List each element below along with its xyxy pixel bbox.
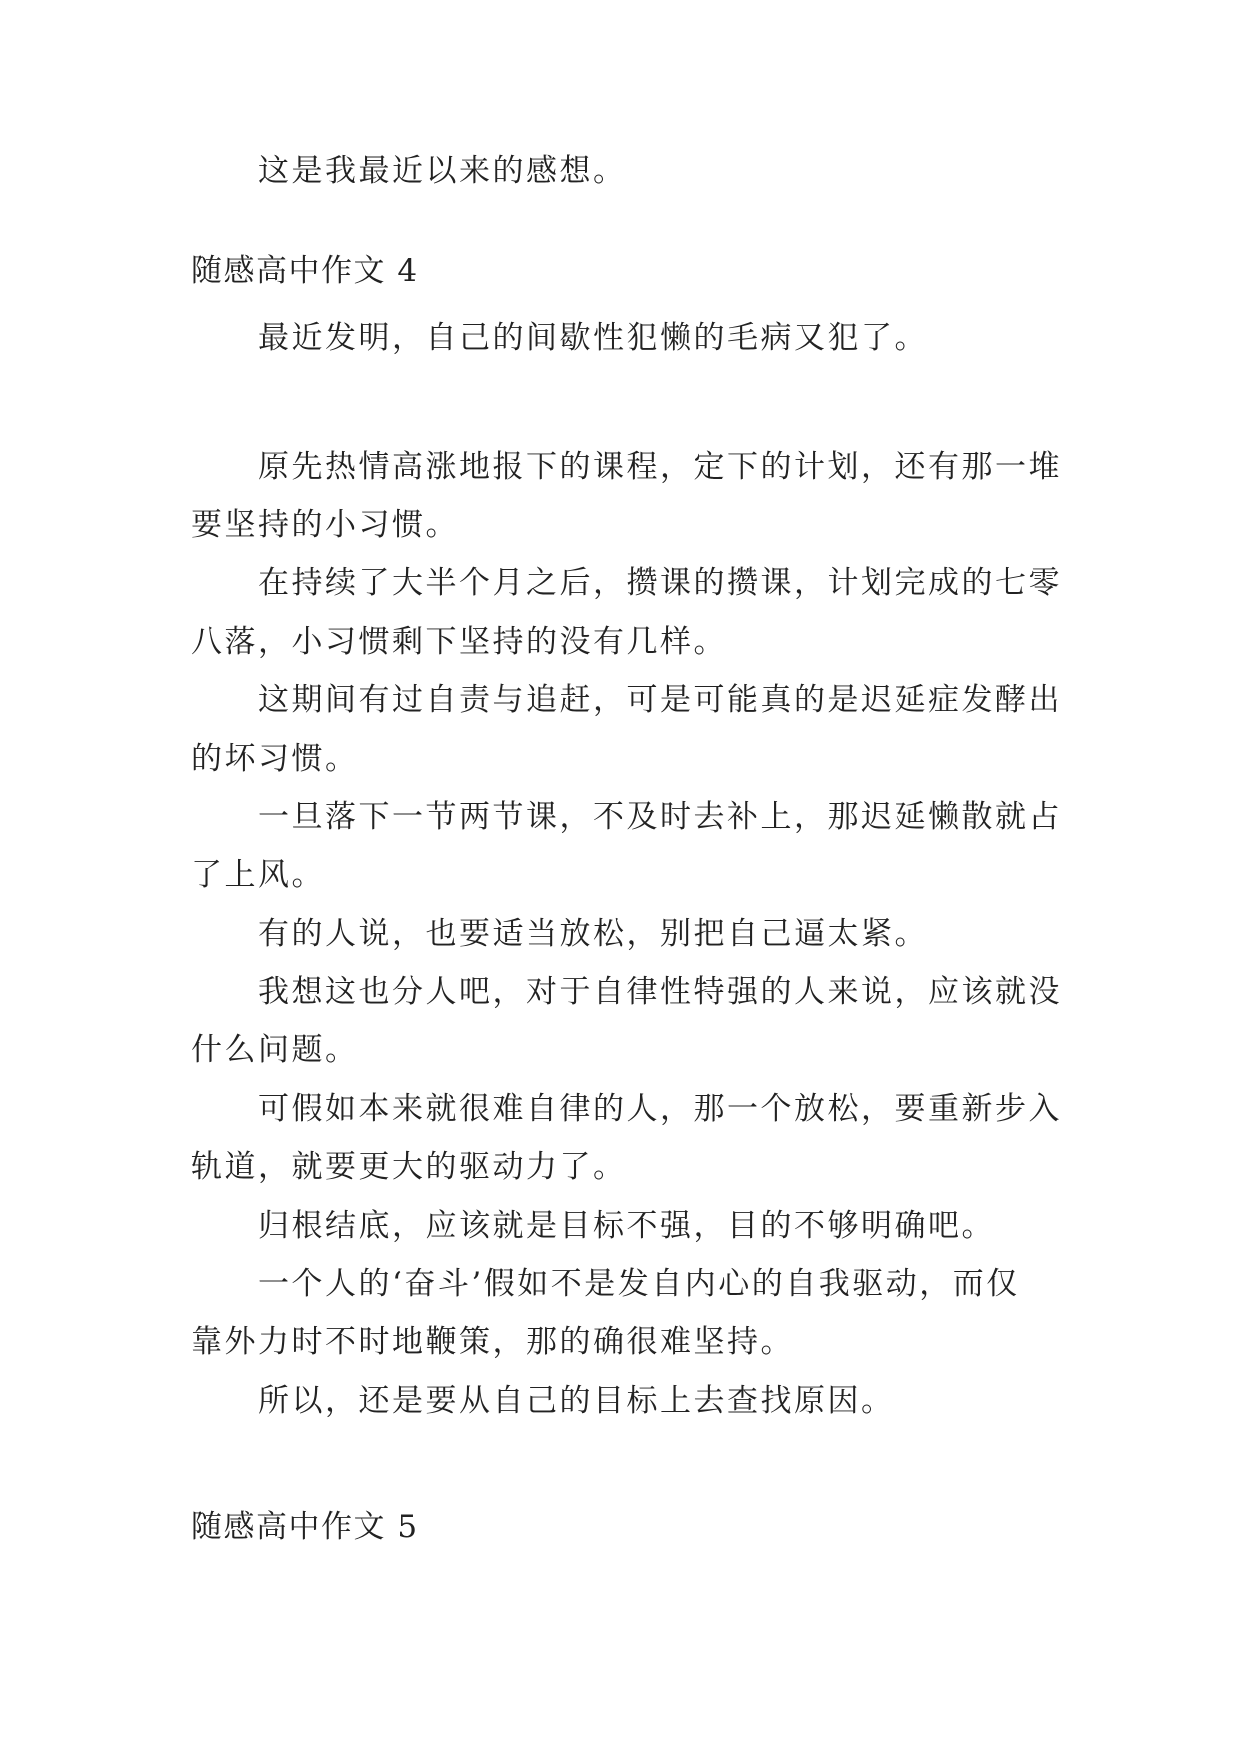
paragraph-line: 什么问题。 (191, 1032, 359, 1068)
paragraph-line: 最近发明，自己的间歇性犯懒的毛病又犯了。 (258, 320, 928, 356)
paragraph-line: 我想这也分人吧，对于自律性特强的人来说，应该就没 (258, 974, 1062, 1010)
paragraph-line: 所以，还是要从自己的目标上去查找原因。 (258, 1383, 895, 1419)
paragraph-line: 的坏习惯。 (191, 741, 359, 777)
intro-line: 这是我最近以来的感想。 (258, 153, 627, 189)
paragraph-line: 轨道，就要更大的驱动力了。 (191, 1149, 627, 1185)
paragraph-line: 有的人说，也要适当放松，别把自己逼太紧。 (258, 916, 928, 952)
paragraph-line: 要坚持的小习惯。 (191, 507, 459, 543)
paragraph-line: 一个人的‘奋斗’假如不是发自内心的自我驱动，而仅 (258, 1266, 1020, 1302)
paragraph-line: 了上风。 (191, 857, 325, 893)
paragraph-line: 可假如本来就很难自律的人，那一个放松，要重新步入 (258, 1091, 1062, 1127)
paragraph-line: 靠外力时不时地鞭策，那的确很难坚持。 (191, 1324, 794, 1360)
section-5-title: 随感高中作文 5 (191, 1509, 419, 1545)
paragraph-line: 原先热情高涨地报下的课程，定下的计划，还有那一堆 (258, 449, 1062, 485)
paragraph-line: 归根结底，应该就是目标不强，目的不够明确吧。 (258, 1208, 995, 1244)
paragraph-line: 八落，小习惯剩下坚持的没有几样。 (191, 624, 727, 660)
paragraph-line: 这期间有过自责与追赶，可是可能真的是迟延症发酵出 (258, 682, 1062, 718)
section-4-title: 随感高中作文 4 (191, 253, 419, 289)
paragraph-line: 在持续了大半个月之后，攒课的攒课，计划完成的七零 (258, 565, 1062, 601)
paragraph-line: 一旦落下一节两节课，不及时去补上，那迟延懒散就占 (258, 799, 1062, 835)
